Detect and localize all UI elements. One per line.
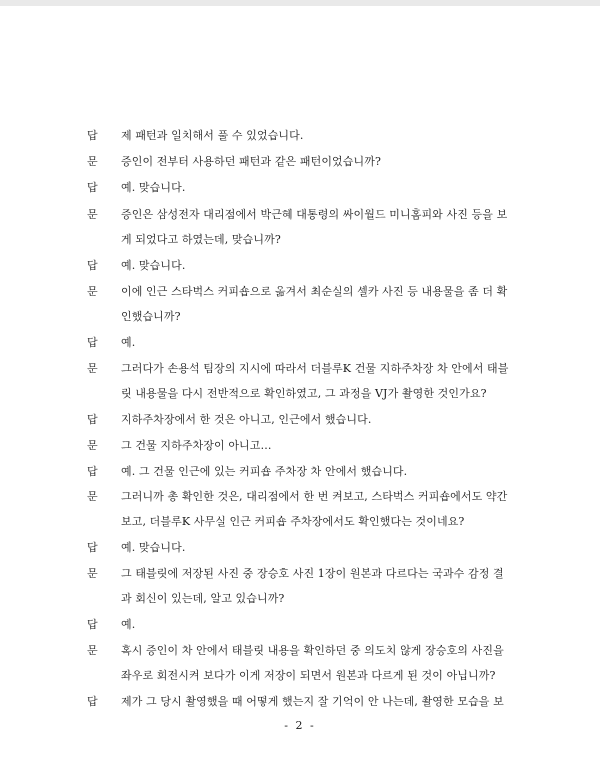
question-marker: 문 bbox=[87, 644, 98, 657]
transcript-line: 예. bbox=[121, 618, 136, 631]
answer-marker: 답 bbox=[87, 129, 98, 142]
transcript-line: 좌우로 회전시켜 보다가 이게 저장이 되면서 원본과 다르게 된 것이 아닙니까? bbox=[121, 669, 496, 682]
question-marker: 문 bbox=[87, 567, 98, 580]
transcript-line: 그러니까 총 확인한 것은, 대리점에서 한 번 켜보고, 스타벅스 커피숍에서도 약간 bbox=[121, 490, 508, 503]
answer-marker: 답 bbox=[87, 259, 98, 272]
answer-marker: 답 bbox=[87, 413, 98, 426]
transcript-line: 예. 맞습니다. bbox=[121, 181, 186, 194]
answer-marker: 답 bbox=[87, 541, 98, 554]
transcript-line: 그 건물 지하주차장이 아니고… bbox=[121, 439, 272, 452]
question-marker: 문 bbox=[87, 208, 98, 221]
transcript-line: 예. bbox=[121, 336, 136, 349]
transcript-line: 보고, 더블루K 사무실 인근 커피숍 주차장에서도 확인했다는 것이네요? bbox=[121, 515, 465, 528]
transcript-line: 예. 그 건물 인근에 있는 커피숍 주차장 차 안에서 했습니다. bbox=[121, 465, 408, 478]
answer-marker: 답 bbox=[87, 695, 98, 708]
question-marker: 문 bbox=[87, 362, 98, 375]
transcript-line: 이에 인근 스타벅스 커피숍으로 옮겨서 최순실의 셀카 사진 등 내용물을 좀 더 확 bbox=[121, 285, 508, 298]
transcript-line: 제가 그 당시 촬영했을 때 어떻게 했는지 잘 기억이 안 나는데, 촬영한 모습을 보 bbox=[121, 695, 504, 708]
transcript-line: 지하주차장에서 한 것은 아니고, 인근에서 했습니다. bbox=[121, 413, 372, 426]
answer-marker: 답 bbox=[87, 465, 98, 478]
answer-marker: 답 bbox=[87, 336, 98, 349]
scan-edge bbox=[0, 0, 600, 6]
question-marker: 문 bbox=[87, 285, 98, 298]
question-marker: 문 bbox=[87, 155, 98, 168]
transcript-line: 과 회신이 있는데, 알고 있습니까? bbox=[121, 592, 285, 605]
transcript-line: 그 태블릿에 저장된 사진 중 장승호 사진 1장이 원본과 다르다는 국과수 감정 결 bbox=[121, 567, 504, 580]
transcript-line: 예. 맞습니다. bbox=[121, 259, 186, 272]
transcript-line: 예. 맞습니다. bbox=[121, 541, 186, 554]
transcript-line: 혹시 증인이 차 안에서 태블릿 내용을 확인하던 중 의도치 않게 장승호의 사진을 bbox=[121, 644, 504, 657]
question-marker: 문 bbox=[87, 439, 98, 452]
transcript-line: 릿 내용물을 다시 전반적으로 확인하였고, 그 과정을 VJ가 촬영한 것인가요? bbox=[121, 387, 487, 400]
page-number: - 2 - bbox=[284, 719, 316, 732]
transcript-line: 그러다가 손용석 팀장의 지시에 따라서 더블루K 건물 지하주차장 차 안에서 태블 bbox=[121, 362, 509, 375]
transcript-line: 게 되었다고 하였는데, 맞습니까? bbox=[121, 233, 281, 246]
question-marker: 문 bbox=[87, 490, 98, 503]
transcript-line: 제 패턴과 일치해서 풀 수 있었습니다. bbox=[121, 129, 304, 142]
transcript-line: 증인은 삼성전자 대리점에서 박근혜 대통령의 싸이월드 미니홈피와 사진 등을 보 bbox=[121, 208, 508, 221]
transcript-line: 인했습니까? bbox=[121, 310, 181, 323]
answer-marker: 답 bbox=[87, 181, 98, 194]
transcript-line: 증인이 전부터 사용하던 패턴과 같은 패턴이었습니까? bbox=[121, 155, 381, 168]
answer-marker: 답 bbox=[87, 618, 98, 631]
